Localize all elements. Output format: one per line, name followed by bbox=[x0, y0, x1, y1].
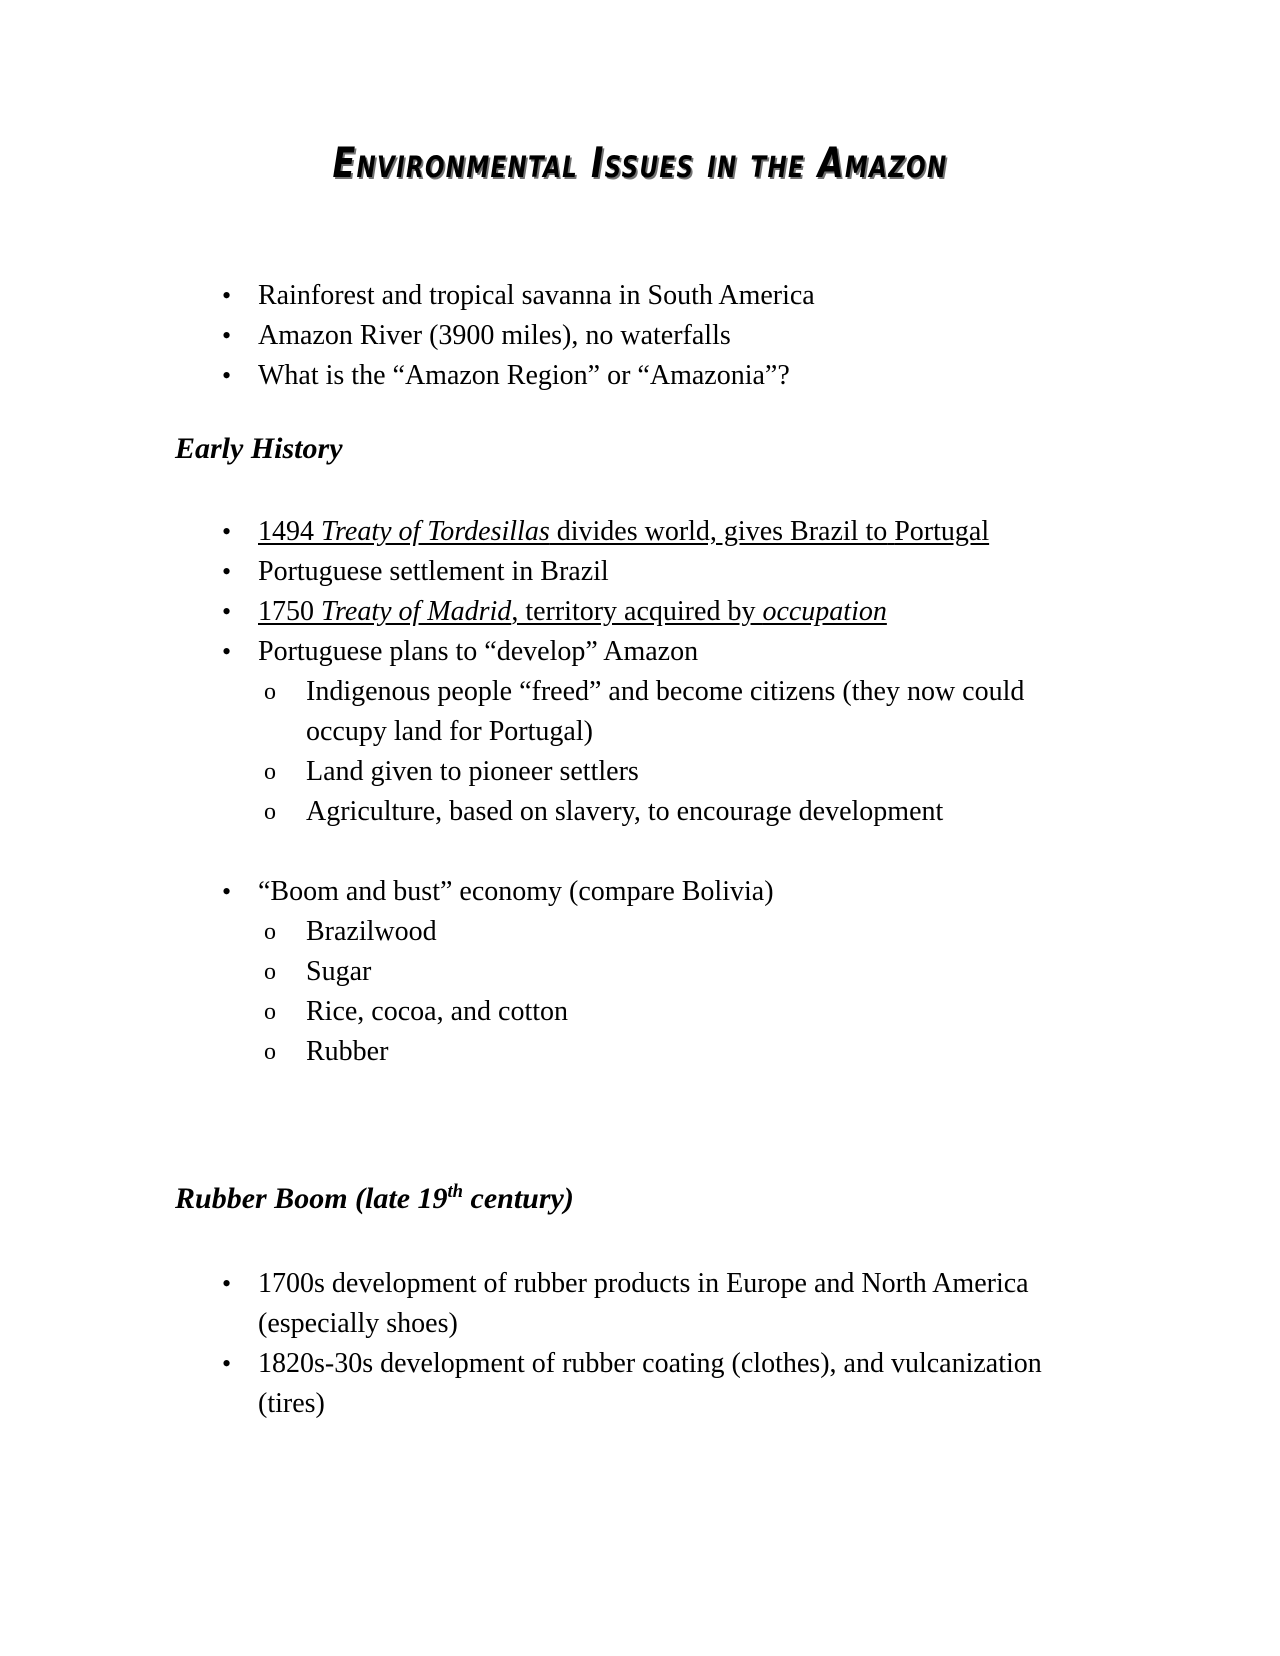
list-item-text: Amazon River (3900 miles), no waterfalls bbox=[258, 320, 731, 351]
list-item bbox=[212, 592, 1032, 632]
list-item bbox=[212, 552, 1032, 592]
list-item bbox=[212, 1344, 1052, 1424]
rubber-boom-bullet-list bbox=[212, 1264, 1052, 1424]
list-item bbox=[212, 316, 1072, 356]
bullet-filled-icon: • bbox=[222, 361, 232, 390]
list-item-text bbox=[258, 516, 989, 547]
list-item-text: Brazilwood bbox=[306, 916, 437, 947]
bullet-filled-icon: • bbox=[222, 517, 232, 546]
heading-text-a: Rubber Boom (late 19 bbox=[175, 1182, 448, 1215]
list-item bbox=[212, 1264, 1052, 1344]
list-item-text: Sugar bbox=[306, 956, 372, 987]
text-emphasis: occupation bbox=[762, 596, 887, 627]
bullet-filled-icon: • bbox=[222, 1349, 232, 1378]
list-item bbox=[258, 1032, 1032, 1072]
early-history-section bbox=[212, 512, 1032, 1072]
list-item-text: Portuguese plans to “develop” Amazon bbox=[258, 636, 699, 667]
bullet-hollow-icon: o bbox=[264, 999, 276, 1025]
section-heading-rubber-boom bbox=[175, 1182, 1035, 1216]
list-item-text: “Boom and bust” economy (compare Bolivia) bbox=[258, 876, 774, 907]
heading-superscript: th bbox=[447, 1181, 464, 1202]
list-item-text: Rubber bbox=[306, 1036, 389, 1067]
rubber-boom-section bbox=[212, 1264, 1052, 1424]
sub-bullet-list bbox=[258, 912, 1032, 1072]
page-title: Environmental Issues in the Amazon bbox=[332, 138, 948, 187]
bullet-hollow-icon: o bbox=[264, 759, 276, 785]
list-item bbox=[212, 356, 1072, 396]
list-item bbox=[258, 952, 1032, 992]
text-treaty-name: Treaty of Madrid bbox=[321, 596, 512, 627]
list-item bbox=[258, 912, 1032, 952]
bullet-filled-icon: • bbox=[222, 597, 232, 626]
intro-bullet-list bbox=[212, 276, 1072, 396]
list-item-text: 1700s development of rubber products in Europe and North America (especially shoes) bbox=[258, 1268, 1029, 1339]
list-item bbox=[258, 752, 1032, 792]
bullet-hollow-icon: o bbox=[264, 919, 276, 945]
list-item-text bbox=[258, 596, 887, 627]
list-item-text: Indigenous people “freed” and become citizens (they now could occupy land for Portugal) bbox=[306, 676, 1025, 747]
bullet-filled-icon: • bbox=[222, 321, 232, 350]
text-continuation: Portugal bbox=[894, 516, 990, 547]
sub-bullet-list bbox=[258, 672, 1032, 832]
list-item-text: Rice, cocoa, and cotton bbox=[306, 996, 569, 1027]
list-item-text: Portuguese settlement in Brazil bbox=[258, 556, 609, 587]
bullet-filled-icon: • bbox=[222, 637, 232, 666]
bullet-hollow-icon: o bbox=[264, 959, 276, 985]
early-history-heading-wrap bbox=[175, 432, 1035, 466]
list-item bbox=[212, 872, 1032, 1072]
text-rest: divides world, gives Brazil to bbox=[549, 516, 888, 547]
bullet-hollow-icon: o bbox=[264, 1039, 276, 1065]
list-item-text: What is the “Amazon Region” or “Amazonia”? bbox=[258, 360, 790, 391]
heading-text-b: century) bbox=[463, 1182, 574, 1215]
bullet-hollow-icon: o bbox=[264, 679, 276, 705]
list-item bbox=[212, 276, 1072, 316]
early-history-bullet-list bbox=[212, 512, 1032, 1072]
list-item bbox=[212, 632, 1032, 832]
list-item bbox=[258, 792, 1032, 832]
bullet-filled-icon: • bbox=[222, 1269, 232, 1298]
section-heading-early-history: Early History bbox=[175, 432, 343, 465]
text-year: 1750 bbox=[258, 596, 321, 627]
blank-line bbox=[212, 832, 1032, 872]
list-item bbox=[258, 992, 1032, 1032]
bullet-filled-icon: • bbox=[222, 877, 232, 906]
bullet-filled-icon: • bbox=[222, 557, 232, 586]
bullet-hollow-icon: o bbox=[264, 799, 276, 825]
bullet-filled-icon: • bbox=[222, 281, 232, 310]
rubber-boom-heading-wrap bbox=[175, 1182, 1035, 1216]
list-item bbox=[258, 672, 1032, 752]
list-item-text: Land given to pioneer settlers bbox=[306, 756, 639, 787]
list-item bbox=[212, 512, 1032, 552]
list-item-text: Agriculture, based on slavery, to encourage development bbox=[306, 796, 944, 827]
text-treaty-name: Treaty of Tordesillas bbox=[321, 516, 550, 547]
intro-section bbox=[212, 276, 1072, 396]
text-year: 1494 bbox=[258, 516, 321, 547]
list-item-text: 1820s-30s development of rubber coating (clothes), and vulcanization (tires) bbox=[258, 1348, 1042, 1419]
list-item-text: Rainforest and tropical savanna in South America bbox=[258, 280, 815, 311]
text-rest: , territory acquired by bbox=[511, 596, 763, 627]
